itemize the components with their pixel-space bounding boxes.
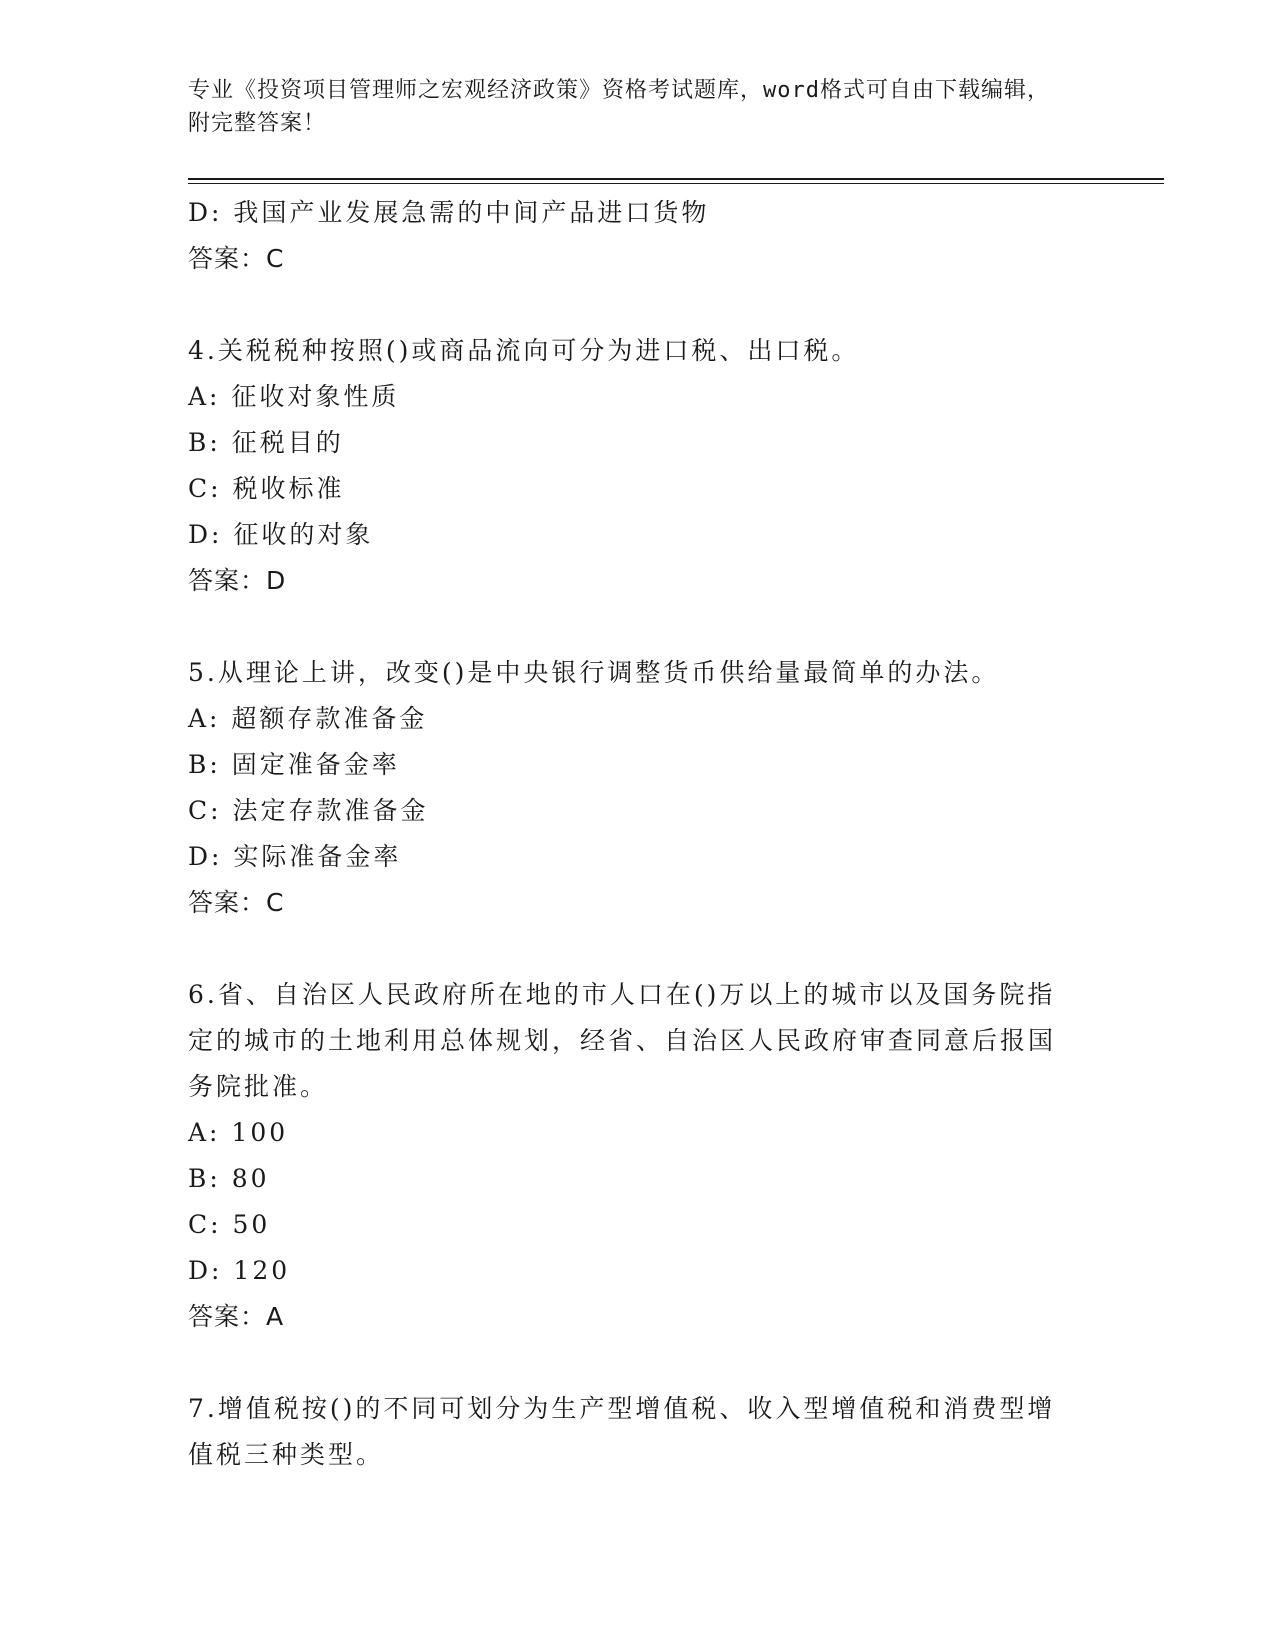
option-a: A: 超额存款准备金 [188,704,428,733]
document-body [188,190,1068,1478]
carryover-block [188,190,1068,282]
option-d: D: 120 [188,1256,291,1285]
option-c: C: 税收标准 [188,474,345,503]
option-d: D: 征收的对象 [188,520,374,549]
question-text: 5.从理论上讲，改变()是中央银行调整货币供给量最简单的办法。 [188,658,1000,687]
option-d: D: 我国产业发展急需的中间产品进口货物 [188,198,710,227]
header-divider-thick [188,178,1164,180]
question-5 [188,650,1068,926]
question-text: 6.省、自治区人民政府所在地的市人口在()万以上的城市以及国务院指定的城市的土地利用总体规划，经省、自治区人民政府审查同意后报国务院批准。 [188,980,1057,1101]
answer-line: 答案：D [188,566,287,595]
question-text: 4.关税税种按照()或商品流向可分为进口税、出口税。 [188,336,860,365]
option-b: B: 征税目的 [188,428,344,457]
question-6 [188,972,1068,1340]
option-a: A: 征收对象性质 [188,382,400,411]
option-a: A: 100 [188,1118,289,1147]
header-divider-thin [188,183,1164,184]
question-7 [188,1386,1068,1478]
answer-line: 答案：C [188,888,285,917]
document-header: 专业《投资项目管理师之宏观经济政策》资格考试题库，word格式可自由下载编辑，附完整答案！ [188,78,1050,136]
option-b: B: 固定准备金率 [188,750,400,779]
question-text: 7.增值税按()的不同可划分为生产型增值税、收入型增值税和消费型增值税三种类型。 [188,1394,1056,1469]
answer-line: 答案：A [188,1302,285,1331]
answer-line: 答案：C [188,244,285,273]
option-c: C: 法定存款准备金 [188,796,429,825]
option-d: D: 实际准备金率 [188,842,402,871]
option-b: B: 80 [188,1164,270,1193]
option-c: C: 50 [188,1210,271,1239]
question-4 [188,328,1068,604]
